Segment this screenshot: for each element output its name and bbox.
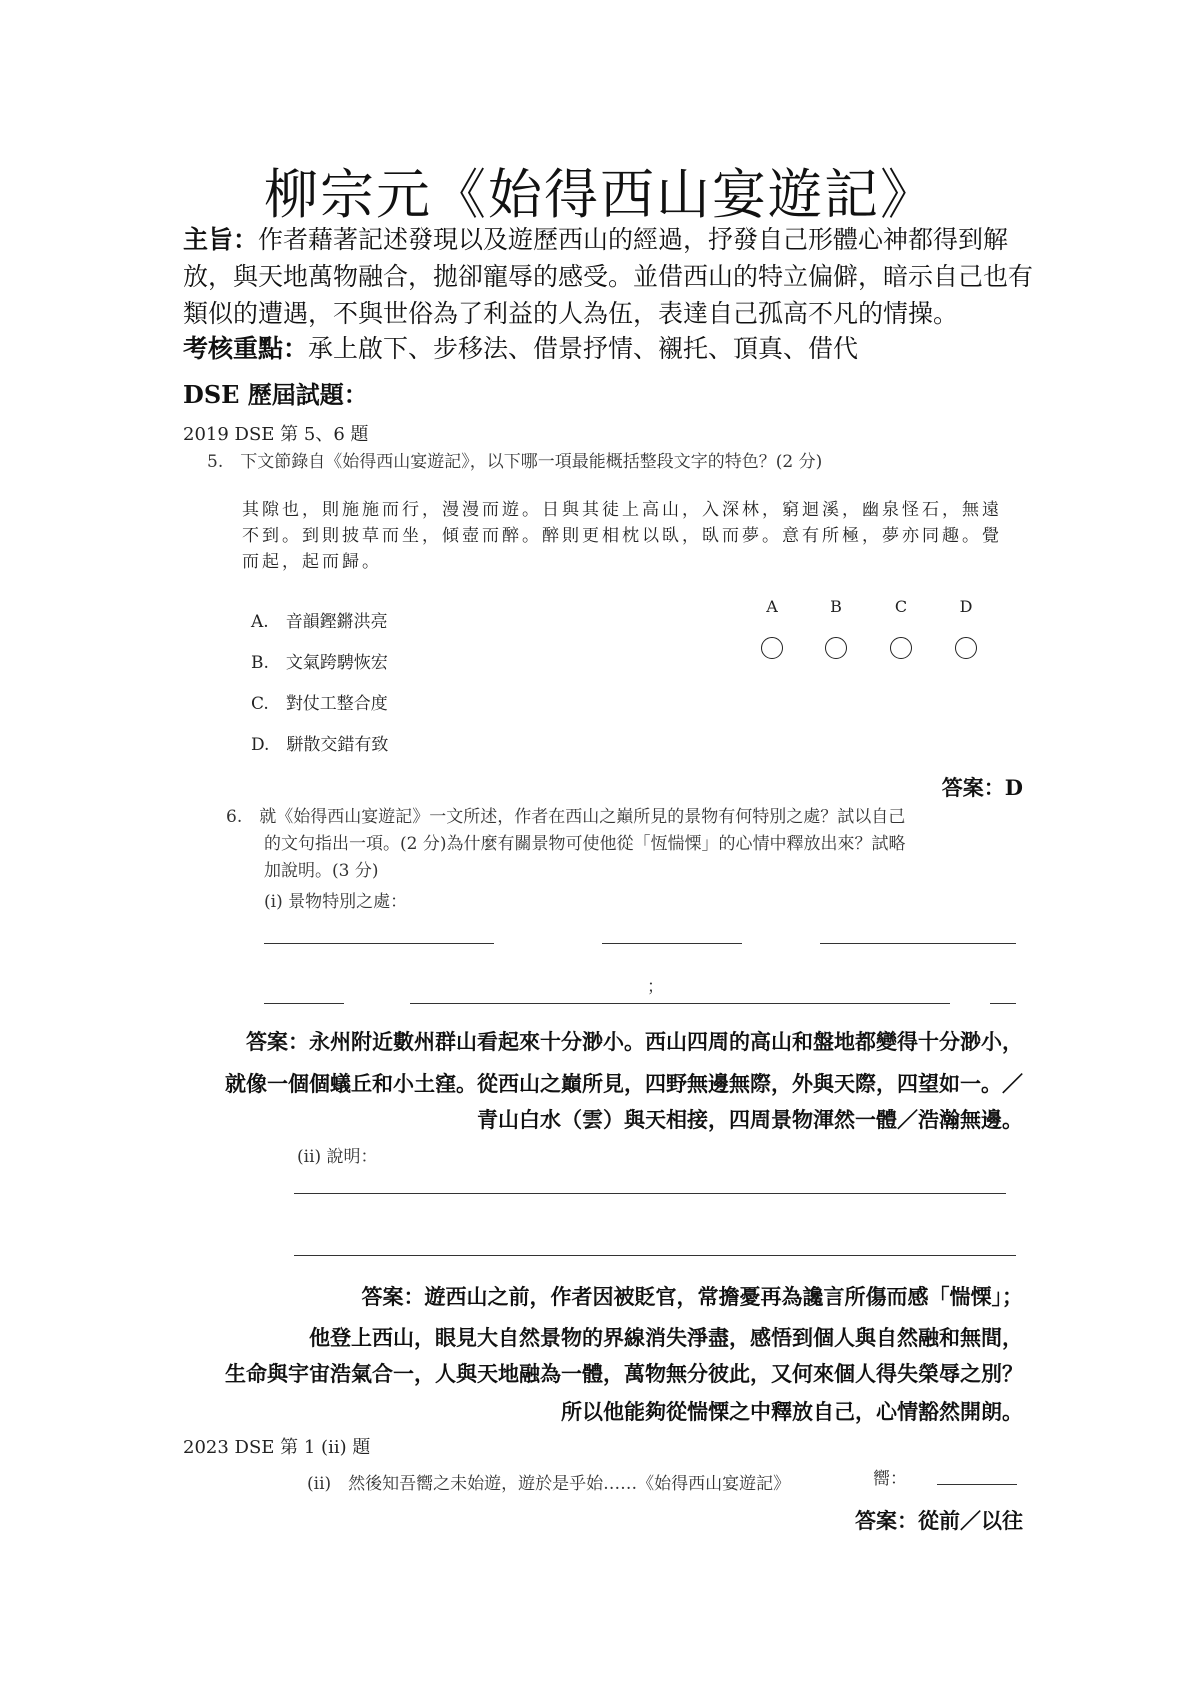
- q5-answer: 答案：D: [941, 775, 1023, 800]
- answer-line[interactable]: [602, 943, 742, 944]
- q6-stem-line-1: 6. 就《始得西山宴遊記》一文所述，作者在西山之巔所見的景物有何特別之處？試以自己: [226, 807, 906, 827]
- focus-label: 考核重點：: [183, 334, 309, 363]
- answer-bubble-c[interactable]: [890, 637, 912, 659]
- grid-letter-c: C: [894, 597, 908, 616]
- grid-letter-d: D: [959, 597, 973, 616]
- answer-bubble-a[interactable]: [761, 637, 783, 659]
- past-papers-heading: DSE 歷屆試題：: [183, 380, 368, 409]
- q2023-answer: 答案：從前／以往: [855, 1508, 1023, 1533]
- answer-bubble-b[interactable]: [825, 637, 847, 659]
- q2023-blank-label: 嚮：: [873, 1469, 907, 1489]
- answer-line[interactable]: [937, 1484, 1017, 1485]
- answer-line[interactable]: [264, 943, 494, 944]
- focus-section: [183, 330, 1043, 367]
- answer-line[interactable]: [294, 1255, 1016, 1256]
- exam-2019-label: 2019 DSE 第 5、6 題: [183, 424, 369, 445]
- theme-line-3: 類似的遭遇，不與世俗為了利益的人為伍，表達自己孤高不凡的情操。: [183, 299, 959, 328]
- option-letter: A.: [251, 612, 269, 632]
- q6-semicolon: ；: [647, 977, 664, 997]
- q6-answer-i-line-1: 答案：永州附近數州群山看起來十分渺小。西山四周的高山和盤地都變得十分渺小，: [246, 1029, 1023, 1054]
- answer-line[interactable]: [294, 1193, 1006, 1194]
- option-text: 文氣跨騁恢宏: [285, 653, 388, 673]
- theme-section: [183, 221, 1043, 332]
- focus-text: 承上啟下、步移法、借景抒情、襯托、頂真、借代: [308, 334, 859, 363]
- option-letter: D.: [251, 735, 270, 755]
- q6-answer-ii-line-2: 他登上西山，眼見大自然景物的界線消失淨盡，感悟到個人與自然融和無間，: [309, 1325, 1023, 1350]
- q5-stem: 5. 下文節錄自《始得西山宴遊記》，以下哪一項最能概括整段文字的特色？(2 分): [207, 452, 823, 472]
- option-text: 音韻鏗鏘洪亮: [285, 612, 388, 632]
- q6-part-ii-label: (ii) 說明：: [297, 1147, 378, 1167]
- page-title: 柳宗元《始得西山宴遊記》: [264, 163, 936, 226]
- answer-line[interactable]: [990, 1003, 1016, 1004]
- option-text: 駢散交錯有致: [286, 735, 389, 755]
- exam-2023-label: 2023 DSE 第 1 (ii) 題: [183, 1437, 371, 1458]
- q6-answer-ii-line-4: 所以他能夠從惴慄之中釋放自己，心情豁然開朗。: [561, 1399, 1023, 1424]
- theme-line-2: 放，與天地萬物融合，拋卻寵辱的感受。並借西山的特立偏僻，暗示自己也有: [183, 262, 1034, 291]
- q6-answer-i-line-3: 青山白水（雲）與天相接，四周景物渾然一體／浩瀚無邊。: [477, 1107, 1023, 1132]
- q6-stem-line-3: 加說明。(3 分): [264, 861, 379, 881]
- option-letter: C.: [251, 694, 269, 714]
- answer-line[interactable]: [820, 943, 1016, 944]
- grid-letter-a: A: [766, 597, 778, 616]
- q6-answer-ii-line-3: 生命與宇宙浩氣合一，人與天地融為一體，萬物無分彼此，又何來個人得失榮辱之別？: [225, 1361, 1023, 1386]
- option-letter: B.: [251, 653, 269, 673]
- q5-option-a: [251, 607, 388, 632]
- q6-answer-i-line-2: 就像一個個蟻丘和小土窪。從西山之巔所見，四野無邊無際，外與天際，四望如一。／: [225, 1071, 1023, 1096]
- q6-part-i-label: (i) 景物特別之處：: [264, 892, 408, 912]
- q5-option-d: [251, 730, 388, 755]
- option-text: 對仗工整合度: [285, 694, 388, 714]
- grid-letter-b: B: [830, 597, 842, 616]
- q5-option-b: [251, 648, 388, 673]
- q6-stem-line-2: 的文句指出一項。(2 分)為什麼有關景物可使他從「恆惴慄」的心情中釋放出來？試略: [264, 834, 906, 854]
- q5-passage: 其隙也，則施施而行，漫漫而遊。日與其徒上高山，入深林，窮迴溪，幽泉怪石，無遠不到。到則披草而坐，傾壺而醉。醉則更相枕以臥，臥而夢。意有所極，夢亦同趣。覺而起，起而歸。: [242, 500, 1002, 572]
- q6-stem: [226, 804, 905, 885]
- q5-option-c: [251, 689, 388, 714]
- theme-line-1: 作者藉著記述發現以及遊歷西山的經過，抒發自己形體心神都得到解: [258, 225, 1009, 254]
- answer-line[interactable]: [410, 1003, 950, 1004]
- q2023-question: (ii) 然後知吾嚮之未始遊，遊於是乎始……《始得西山宴遊記》: [307, 1474, 791, 1494]
- q6-answer-ii-line-1: 答案：遊西山之前，作者因被貶官，常擔憂再為讒言所傷而感「惴慄」；: [361, 1284, 1023, 1309]
- answer-line[interactable]: [264, 1003, 344, 1004]
- theme-label: 主旨：: [183, 225, 259, 254]
- answer-bubble-d[interactable]: [955, 637, 977, 659]
